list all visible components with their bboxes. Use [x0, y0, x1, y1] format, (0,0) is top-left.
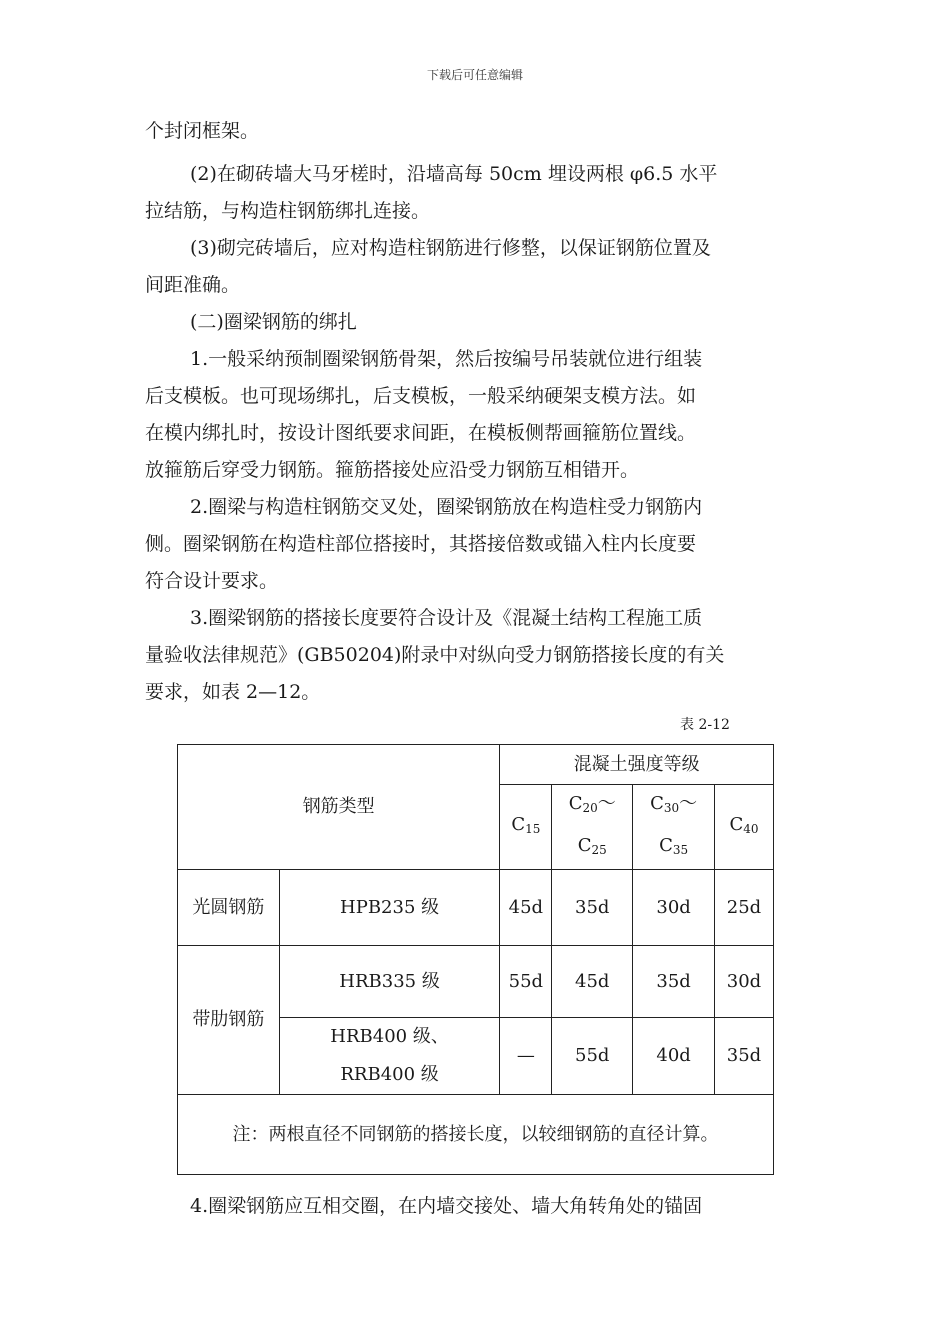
- paragraph-line: 量验收法律规范》(GB50204)附录中对纵向受力钢筋搭接长度的有关: [145, 644, 725, 666]
- paragraph-line: 在模内绑扎时，按设计图纸要求间距，在模板侧帮画箍筋位置线。: [145, 422, 697, 444]
- value-c30-c35: 30d: [633, 870, 715, 946]
- group-plain-rebar: 光圆钢筋: [178, 870, 280, 946]
- value-c15: 45d: [500, 870, 552, 946]
- value-c30-c35: 35d: [633, 946, 715, 1018]
- header-concrete-grade: 混凝土强度等级: [500, 745, 774, 785]
- paragraph-line: 间距准确。: [145, 274, 241, 296]
- value-c20-c25: 35d: [552, 870, 633, 946]
- table-caption: 表 2-12: [680, 717, 730, 733]
- grade-c20-c25: $C_{20}\sim$ $C_{25}$: [552, 785, 633, 870]
- paragraph-line: 后支模板。也可现场绑扎，后支模板，一般采纳硬架支模方法。如: [145, 385, 697, 407]
- paragraph-line: 侧。圈梁钢筋在构造柱部位搭接时，其搭接倍数或锚入柱内长度要: [145, 533, 697, 555]
- paragraph-line: (2)在砌砖墙大马牙槎时，沿墙高每 50cm 埋设两根 φ6.5 水平: [190, 163, 718, 185]
- header-rebar-type: 钢筋类型: [178, 745, 500, 870]
- group-ribbed-rebar: 带肋钢筋: [178, 946, 280, 1095]
- table-row: [178, 870, 774, 946]
- value-c20-c25: 45d: [552, 946, 633, 1018]
- value-c40: 25d: [715, 870, 774, 946]
- rebar-type: HPB235 级: [279, 870, 500, 946]
- grade-c15: $C_{15}$: [500, 785, 552, 870]
- paragraph-line: 要求，如表 2—12。: [145, 681, 321, 703]
- value-c40: 30d: [715, 946, 774, 1018]
- grade-c30-c35: $C_{30}\sim$ $C_{35}$: [633, 785, 715, 870]
- value-c20-c25: 55d: [552, 1018, 633, 1095]
- rebar-type: HRB335 级: [279, 946, 500, 1018]
- page-header: 下载后可任意编辑: [426, 68, 523, 82]
- paragraph-line: 2.圈梁与构造柱钢筋交叉处，圈梁钢筋放在构造柱受力钢筋内: [190, 496, 703, 518]
- paragraph-line: 1.一般采纳预制圈梁钢筋骨架，然后按编号吊装就位进行组装: [190, 348, 703, 370]
- lap-length-table: [177, 744, 774, 1175]
- paragraph-line: 个封闭框架。: [145, 120, 260, 142]
- rebar-type: HRB400 级、RRB400 级: [279, 1018, 500, 1095]
- grade-c40: $C_{40}$: [715, 785, 774, 870]
- value-c40: 35d: [715, 1018, 774, 1095]
- paragraph-line: 符合设计要求。: [145, 570, 279, 592]
- value-c15: 55d: [500, 946, 552, 1018]
- paragraph-line: 拉结筋，与构造柱钢筋绑扎连接。: [145, 200, 431, 222]
- paragraph-line: 放箍筋后穿受力钢筋。箍筋搭接处应沿受力钢筋互相错开。: [145, 459, 640, 481]
- value-c30-c35: 40d: [633, 1018, 715, 1095]
- paragraph-line: 4.圈梁钢筋应互相交圈，在内墙交接处、墙大角转角处的锚固: [190, 1195, 703, 1217]
- table-note: 注：两根直径不同钢筋的搭接长度，以较细钢筋的直径计算。: [178, 1095, 774, 1175]
- section-heading: (二)圈梁钢筋的绑扎: [190, 311, 357, 333]
- paragraph-line: 3.圈梁钢筋的搭接长度要符合设计及《混凝土结构工程施工质: [190, 607, 703, 629]
- table-row: [178, 946, 774, 1018]
- paragraph-line: (3)砌完砖墙后，应对构造柱钢筋进行修整，以保证钢筋位置及: [190, 237, 711, 259]
- value-c15: —: [500, 1018, 552, 1095]
